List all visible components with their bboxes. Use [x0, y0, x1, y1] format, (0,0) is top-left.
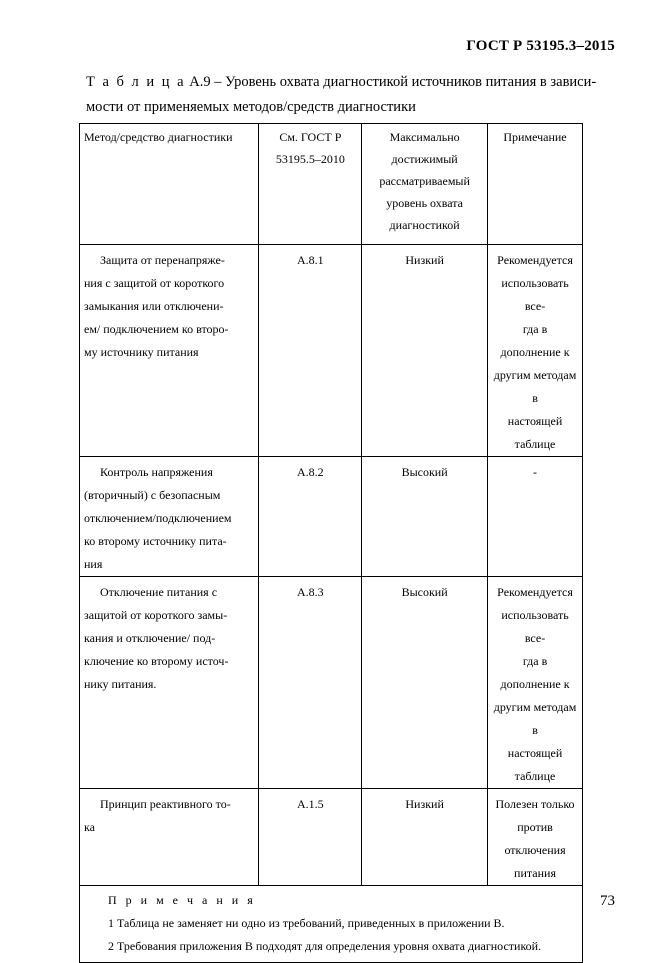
- cell-line: рассматриваемый: [379, 174, 470, 188]
- cell-line: Метод/средство диагностики: [84, 130, 233, 144]
- method-cell: [80, 245, 259, 457]
- reference-cell: А.8.1: [259, 245, 362, 457]
- cell-line: использовать все-: [501, 276, 569, 313]
- cell-line: Контроль напряжения: [100, 465, 213, 479]
- reference-cell: А.8.2: [259, 457, 362, 577]
- cell-line: Рекомендуется: [497, 253, 573, 267]
- level-cell: Высокий: [362, 577, 488, 789]
- method-cell: [80, 457, 259, 577]
- cell-line: См. ГОСТ Р: [279, 130, 342, 144]
- table-caption: [86, 70, 616, 120]
- notes-title: П р и м е ч а н и я: [108, 893, 256, 907]
- cell-line: -: [533, 465, 538, 479]
- note-cell: [488, 789, 583, 886]
- cell-line: Примечание: [503, 130, 567, 144]
- header-cell-note: [488, 124, 583, 245]
- level-cell: Низкий: [362, 245, 488, 457]
- cell-line: ем/ подключением ко второ-: [84, 322, 229, 336]
- cell-line: (вторичный) с безопасным: [84, 488, 221, 502]
- cell-line: ключение ко второму источ-: [84, 654, 229, 668]
- cell-line: Максимально: [389, 130, 460, 144]
- cell-line: диагностикой: [389, 218, 460, 232]
- note-cell: [488, 457, 583, 577]
- cell-line: против отключения: [504, 820, 566, 857]
- cell-line: замыкания или отключени-: [84, 299, 224, 313]
- reference-cell: А.1.5: [259, 789, 362, 886]
- cell-line: достижимый: [391, 152, 458, 166]
- table-row: [80, 789, 583, 886]
- cell-line: Рекомендуется: [497, 585, 573, 599]
- cell-line: настоящей таблице: [507, 414, 563, 451]
- notes-cell: [80, 886, 583, 963]
- header-cell-method: [80, 124, 259, 245]
- note-item: 1 Таблица не заменяет ни одно из требований, приведенных в приложении В.: [108, 916, 505, 930]
- page-number: 73: [600, 893, 615, 909]
- level-cell: Высокий: [362, 457, 488, 577]
- caption-title-line2: мости от применяемых методов/средств диагностики: [86, 99, 416, 115]
- cell-line: защитой от короткого замы-: [84, 608, 228, 622]
- method-cell: [80, 789, 259, 886]
- header-cell-reference: [259, 124, 362, 245]
- cell-line: уровень охвата: [386, 196, 463, 210]
- cell-line: 53195.5–2010: [275, 152, 345, 166]
- notes-row: [80, 886, 583, 963]
- cell-line: му источнику питания: [84, 345, 199, 359]
- document-code: ГОСТ Р 53195.3–2015: [466, 38, 615, 54]
- cell-line: кания и отключение/ под-: [84, 631, 216, 645]
- caption-word: Т а б л и ц а: [86, 74, 186, 90]
- note-item: 2 Требования приложения В подходят для определения уровня охвата диагностикой.: [108, 939, 542, 953]
- cell-line: другим методам в: [493, 700, 577, 737]
- cell-line: Защита от перенапряже-: [100, 253, 225, 267]
- table-row: [80, 245, 583, 457]
- table-header-row: [80, 124, 583, 245]
- caption-number: А.9: [189, 74, 211, 90]
- note-cell: [488, 245, 583, 457]
- caption-title-line1: – Уровень охвата диагностикой источников питания в зависи-: [214, 74, 597, 90]
- cell-line: гда в дополнение к: [500, 654, 570, 691]
- table-row: [80, 457, 583, 577]
- cell-line: настоящей таблице: [507, 746, 563, 783]
- cell-line: гда в дополнение к: [500, 322, 570, 359]
- note-cell: [488, 577, 583, 789]
- level-cell: Низкий: [362, 789, 488, 886]
- cell-line: Отключение питания с: [100, 585, 218, 599]
- cell-line: ния с защитой от короткого: [84, 276, 225, 290]
- reference-cell: А.8.3: [259, 577, 362, 789]
- cell-line: ка: [84, 820, 95, 834]
- cell-line: Принцип реактивного то-: [100, 797, 231, 811]
- diagnostics-table: [79, 123, 583, 963]
- cell-line: отключением/подключением: [84, 511, 232, 525]
- cell-line: ния: [84, 557, 103, 571]
- cell-line: использовать все-: [501, 608, 569, 645]
- cell-line: другим методам в: [493, 368, 577, 405]
- method-cell: [80, 577, 259, 789]
- cell-line: питания: [514, 866, 556, 880]
- cell-line: Полезен только: [495, 797, 575, 811]
- header-cell-coverage-level: [362, 124, 488, 245]
- cell-line: нику питания.: [84, 677, 157, 691]
- cell-line: ко второму источнику пита-: [84, 534, 227, 548]
- table-row: [80, 577, 583, 789]
